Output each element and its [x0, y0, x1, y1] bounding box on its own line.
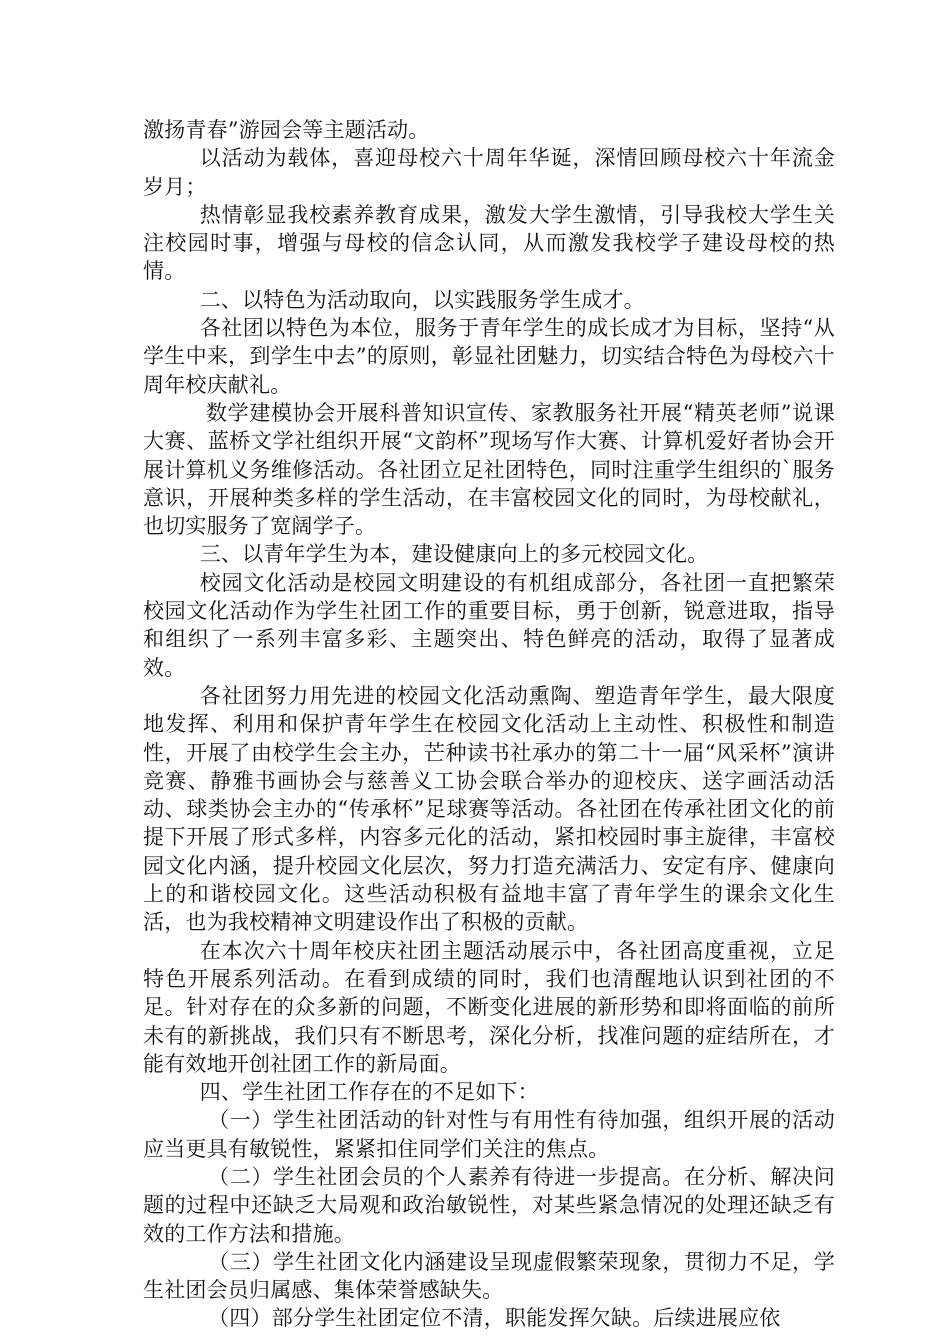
- paragraph: 校园文化活动是校园文明建设的有机组成部分，各社团一直把繁荣校园文化活动作为学生社团工作的重要目标，勇于创新，锐意进取，指导和组织了一系列丰富多彩、主题突出、特色鲜亮的活动，取得了显著成效。: [143, 570, 835, 680]
- paragraph: 各社团努力用先进的校园文化活动熏陶、塑造青年学生，最大限度地发挥、利用和保护青年学生在校园文化活动上主动性、积极性和制造性，开展了由校学生会主办，芒种读书社承办的第二十一届“风采杯”演讲竞赛、静雅书画协会与慈善义工协会联合举办的迎校庆、送字画活动活动、球类协会主办的“传承杯”足球赛等活动。各社团在传承社团文化的前提下开展了形式多样，内容多元化的活动，紧扣校园时事主旋律，丰富校园文化内涵，提升校园文化层次，努力打造充满活力、安定有序、健康向上的和谐校园文化。这些活动积极有益地丰富了青年学生的课余文化生活，也为我校精神文明建设作出了积极的贡献。: [143, 683, 835, 935]
- list-item: （二）学生社团会员的个人素养有待进一步提高。在分析、解决问题的过程中还缺乏大局观和政治敏锐性，对某些紧急情况的处理还缺乏有效的工作方法和措施。: [143, 1164, 835, 1246]
- paragraph: 各社团以特色为本位，服务于青年学生的成长成才为目标，坚持“从学生中来，到学生中去”的原则，彰显社团魅力，切实结合特色为母校六十周年校庆献礼。: [143, 316, 835, 397]
- section-heading: 二、以特色为活动取向，以实践服务学生成才。: [199, 287, 645, 312]
- section-heading: 四、学生社团工作存在的不足如下：: [199, 1080, 539, 1105]
- paragraph: 在本次六十周年校庆社团主题活动展示中，各社团高度重视，立足特色开展系列活动。在看到成绩的同时，我们也清醒地认识到社团的不足。针对存在的众多新的问题，不断变化进展的新形势和即将面临的前所未有的新挑战，我们只有不断思考，深化分析，找准问题的症结所在，才能有效地开创社团工作的新局面。: [143, 938, 835, 1076]
- paragraph: 数学建模协会开展科普知识宣传、家教服务社开展“精英老师”说课大赛、蓝桥文学社组织开展“文韵杯”现场写作大赛、计算机爱好者协会开展计算机义务维修活动。各社团立足社团特色，同时注重学生组织的`服务意识，开展种类多样的学生活动，在丰富校园文化的同时，为母校献礼，也切实服务了宽阔学子。: [143, 400, 835, 539]
- section-heading: 三、以青年学生为本，建设健康向上的多元校园文化。: [199, 542, 709, 567]
- document-body: [143, 116, 835, 1333]
- list-item: （四）部分学生社团定位不清，职能发挥欠缺。后续进展应依: [208, 1306, 781, 1331]
- paragraph: 激扬青春”游园会等主题活动。: [143, 118, 430, 142]
- list-item: （三）学生社团文化内涵建设呈现虚假繁荣现象，贯彻力不足，学生社团会员归属感、集体荣誉感缺失。: [143, 1249, 835, 1303]
- list-item: （一）学生社团活动的针对性与有用性有待加强，组织开展的活动应当更具有敏锐性，紧紧扣住同学们关注的焦点。: [143, 1108, 835, 1161]
- paragraph: 热情彰显我校素养教育成果，激发大学生激情，引导我校大学生关注校园时事，增强与母校的信念认同，从而激发我校学子建设母校的热情。: [143, 202, 835, 284]
- paragraph: 以活动为载体，喜迎母校六十周年华诞，深情回顾母校六十年流金岁月；: [143, 146, 835, 199]
